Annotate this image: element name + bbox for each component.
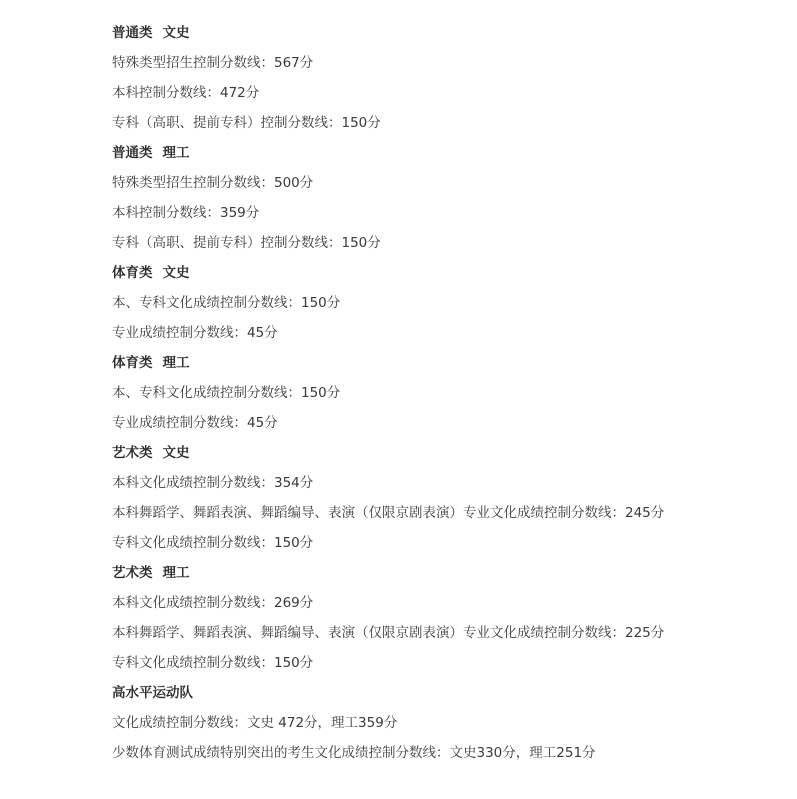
category-label: 普通类	[112, 145, 153, 161]
score-line: 本科文化成绩控制分数线：269分	[112, 595, 314, 611]
score-line: 专科（高职、提前专科）控制分数线：150分	[112, 115, 381, 131]
score-line: 本科文化成绩控制分数线：354分	[112, 475, 314, 491]
section-heading-putong-wenshi	[112, 20, 782, 50]
subject-label: 文史	[162, 25, 190, 41]
score-line: 本科舞蹈学、舞蹈表演、舞蹈编导、表演（仅限京剧表演）专业文化成绩控制分数线：245分	[112, 505, 665, 521]
score-line: 专科文化成绩控制分数线：150分	[112, 535, 314, 551]
category-label: 体育类	[112, 355, 153, 371]
category-label: 体育类	[112, 265, 153, 281]
score-line: 特殊类型招生控制分数线：500分	[112, 175, 314, 191]
subject-label: 理工	[162, 565, 190, 581]
score-line: 专科文化成绩控制分数线：150分	[112, 655, 314, 671]
section-heading-gaoshuiping	[112, 680, 782, 710]
category-label: 高水平运动队	[112, 685, 193, 701]
score-line: 专业成绩控制分数线：45分	[112, 325, 278, 341]
section-heading-putong-ligong	[112, 140, 782, 170]
section-heading-yishu-ligong	[112, 560, 782, 590]
score-line: 本科控制分数线：472分	[112, 85, 260, 101]
section-heading-tiyu-ligong	[112, 350, 782, 380]
category-label: 艺术类	[112, 445, 153, 461]
category-label: 艺术类	[112, 565, 153, 581]
category-label: 普通类	[112, 25, 153, 41]
score-line: 文化成绩控制分数线：文史 472分，理工359分	[112, 715, 398, 731]
score-line: 本、专科文化成绩控制分数线：150分	[112, 295, 341, 311]
score-line: 专业成绩控制分数线：45分	[112, 415, 278, 431]
score-line: 特殊类型招生控制分数线：567分	[112, 55, 314, 71]
subject-label: 文史	[162, 265, 190, 281]
score-line: 本、专科文化成绩控制分数线：150分	[112, 385, 341, 401]
score-line: 本科控制分数线：359分	[112, 205, 260, 221]
section-heading-yishu-wenshi	[112, 440, 782, 470]
subject-label: 理工	[162, 145, 190, 161]
score-line: 专科（高职、提前专科）控制分数线：150分	[112, 235, 381, 251]
subject-label: 理工	[162, 355, 190, 371]
subject-label: 文史	[162, 445, 190, 461]
score-line: 本科舞蹈学、舞蹈表演、舞蹈编导、表演（仅限京剧表演）专业文化成绩控制分数线：225分	[112, 625, 665, 641]
score-line: 少数体育测试成绩特别突出的考生文化成绩控制分数线：文史330分，理工251分	[112, 745, 596, 761]
score-line-document	[112, 20, 782, 770]
section-heading-tiyu-wenshi	[112, 260, 782, 290]
